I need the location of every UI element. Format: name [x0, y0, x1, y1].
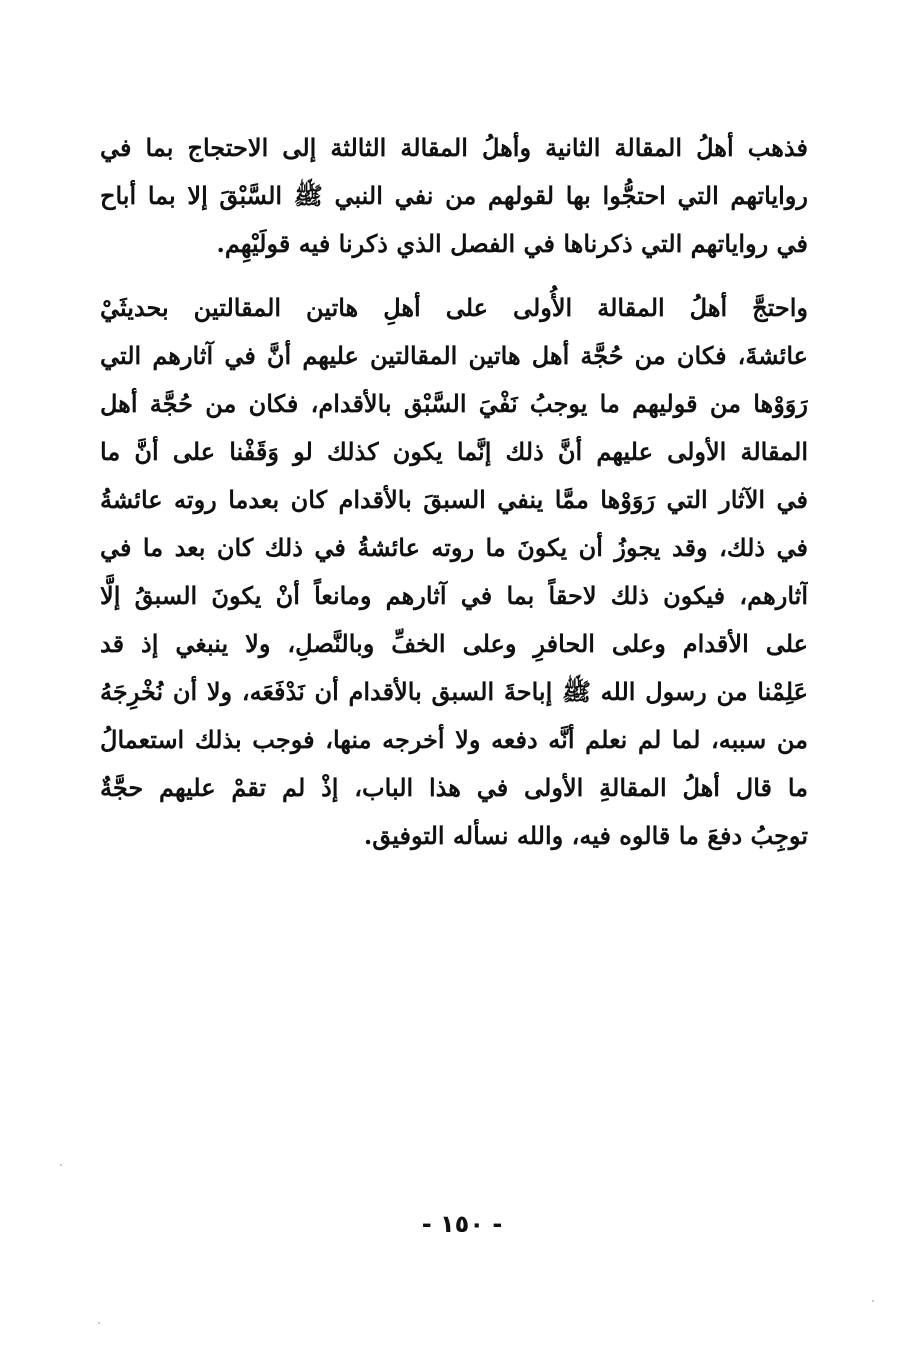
text-line: في الآثار التي رَوَوْها ممَّا ينفي السبقَ بالأقدام كان بعدما روته عائشةُ: [100, 485, 808, 514]
text-line: في رواياتهم التي ذكرناها في الفصل الذي ذكرنا فيه قولَيْهِم.: [216, 229, 808, 258]
text-line: رواياتهم التي احتجُّوا بها لقولهم من نفي النبي ﷺ السَّبْقَ إلا بما أباح: [100, 181, 808, 210]
scan-speck: [60, 1164, 62, 1166]
text-line: عائشةَ، فكان من حُجَّة أهل هاتين المقالتين عليهم أنَّ في آثارهم التي: [100, 341, 808, 370]
text-line: في ذلك، وقد يجوزُ أن يكونَ ما روته عائشةُ في ذلك كان بعد ما في: [100, 533, 808, 562]
text-line: ما قال أهلُ المقالةِ الأولى في هذا الباب، إذْ لم تقمْ عليهم حجَّةٌ: [100, 773, 808, 802]
text-line: آثارهم، فيكون ذلك لاحقاً بما في آثارهم ومانعاً أنْ يكونَ السبقُ إلَّا: [100, 581, 808, 610]
text-line: عَلِمْنا من رسول الله ﷺ إباحةَ السبق بالأقدام أن نَدْفَعَه، ولا أن نُخْرِجَهُ: [100, 677, 808, 706]
scan-speck: [98, 1322, 100, 1324]
page-number: - ١٥٠ -: [421, 1210, 503, 1238]
paragraph-1: [100, 124, 808, 268]
text-line: رَوَوْها من قوليهم ما يوجبُ نَفْيَ السَّبْق بالأقدام، فكان من حُجَّة أهل: [100, 389, 808, 418]
text-line: المقالة الأولى عليهم أنَّ ذلك إنَّما يكون كذلك لو وَقَفْنا على أنَّ ما: [100, 437, 808, 466]
text-line: على الأقدام وعلى الحافرِ وعلى الخفِّ وبالنَّصلِ، ولا ينبغي إذ قد: [100, 629, 808, 658]
text-line: واحتجَّ أهلُ المقالة الأُولى على أهلِ هاتين المقالتين بحديثَيْ: [100, 293, 808, 322]
scan-speck: [872, 1300, 874, 1302]
text-line: توجِبُ دفعَ ما قالوه فيه، والله نسأله التوفيق.: [363, 821, 808, 850]
paragraph-2: [100, 284, 808, 860]
text-line: من سببه، لما لم نعلم أنَّه دفعه ولا أخرجه منها، فوجب بذلك استعمالُ: [100, 725, 808, 754]
text-line: فذهب أهلُ المقالة الثانية وأهلُ المقالة الثالثة إلى الاحتجاج بما في: [100, 133, 808, 162]
